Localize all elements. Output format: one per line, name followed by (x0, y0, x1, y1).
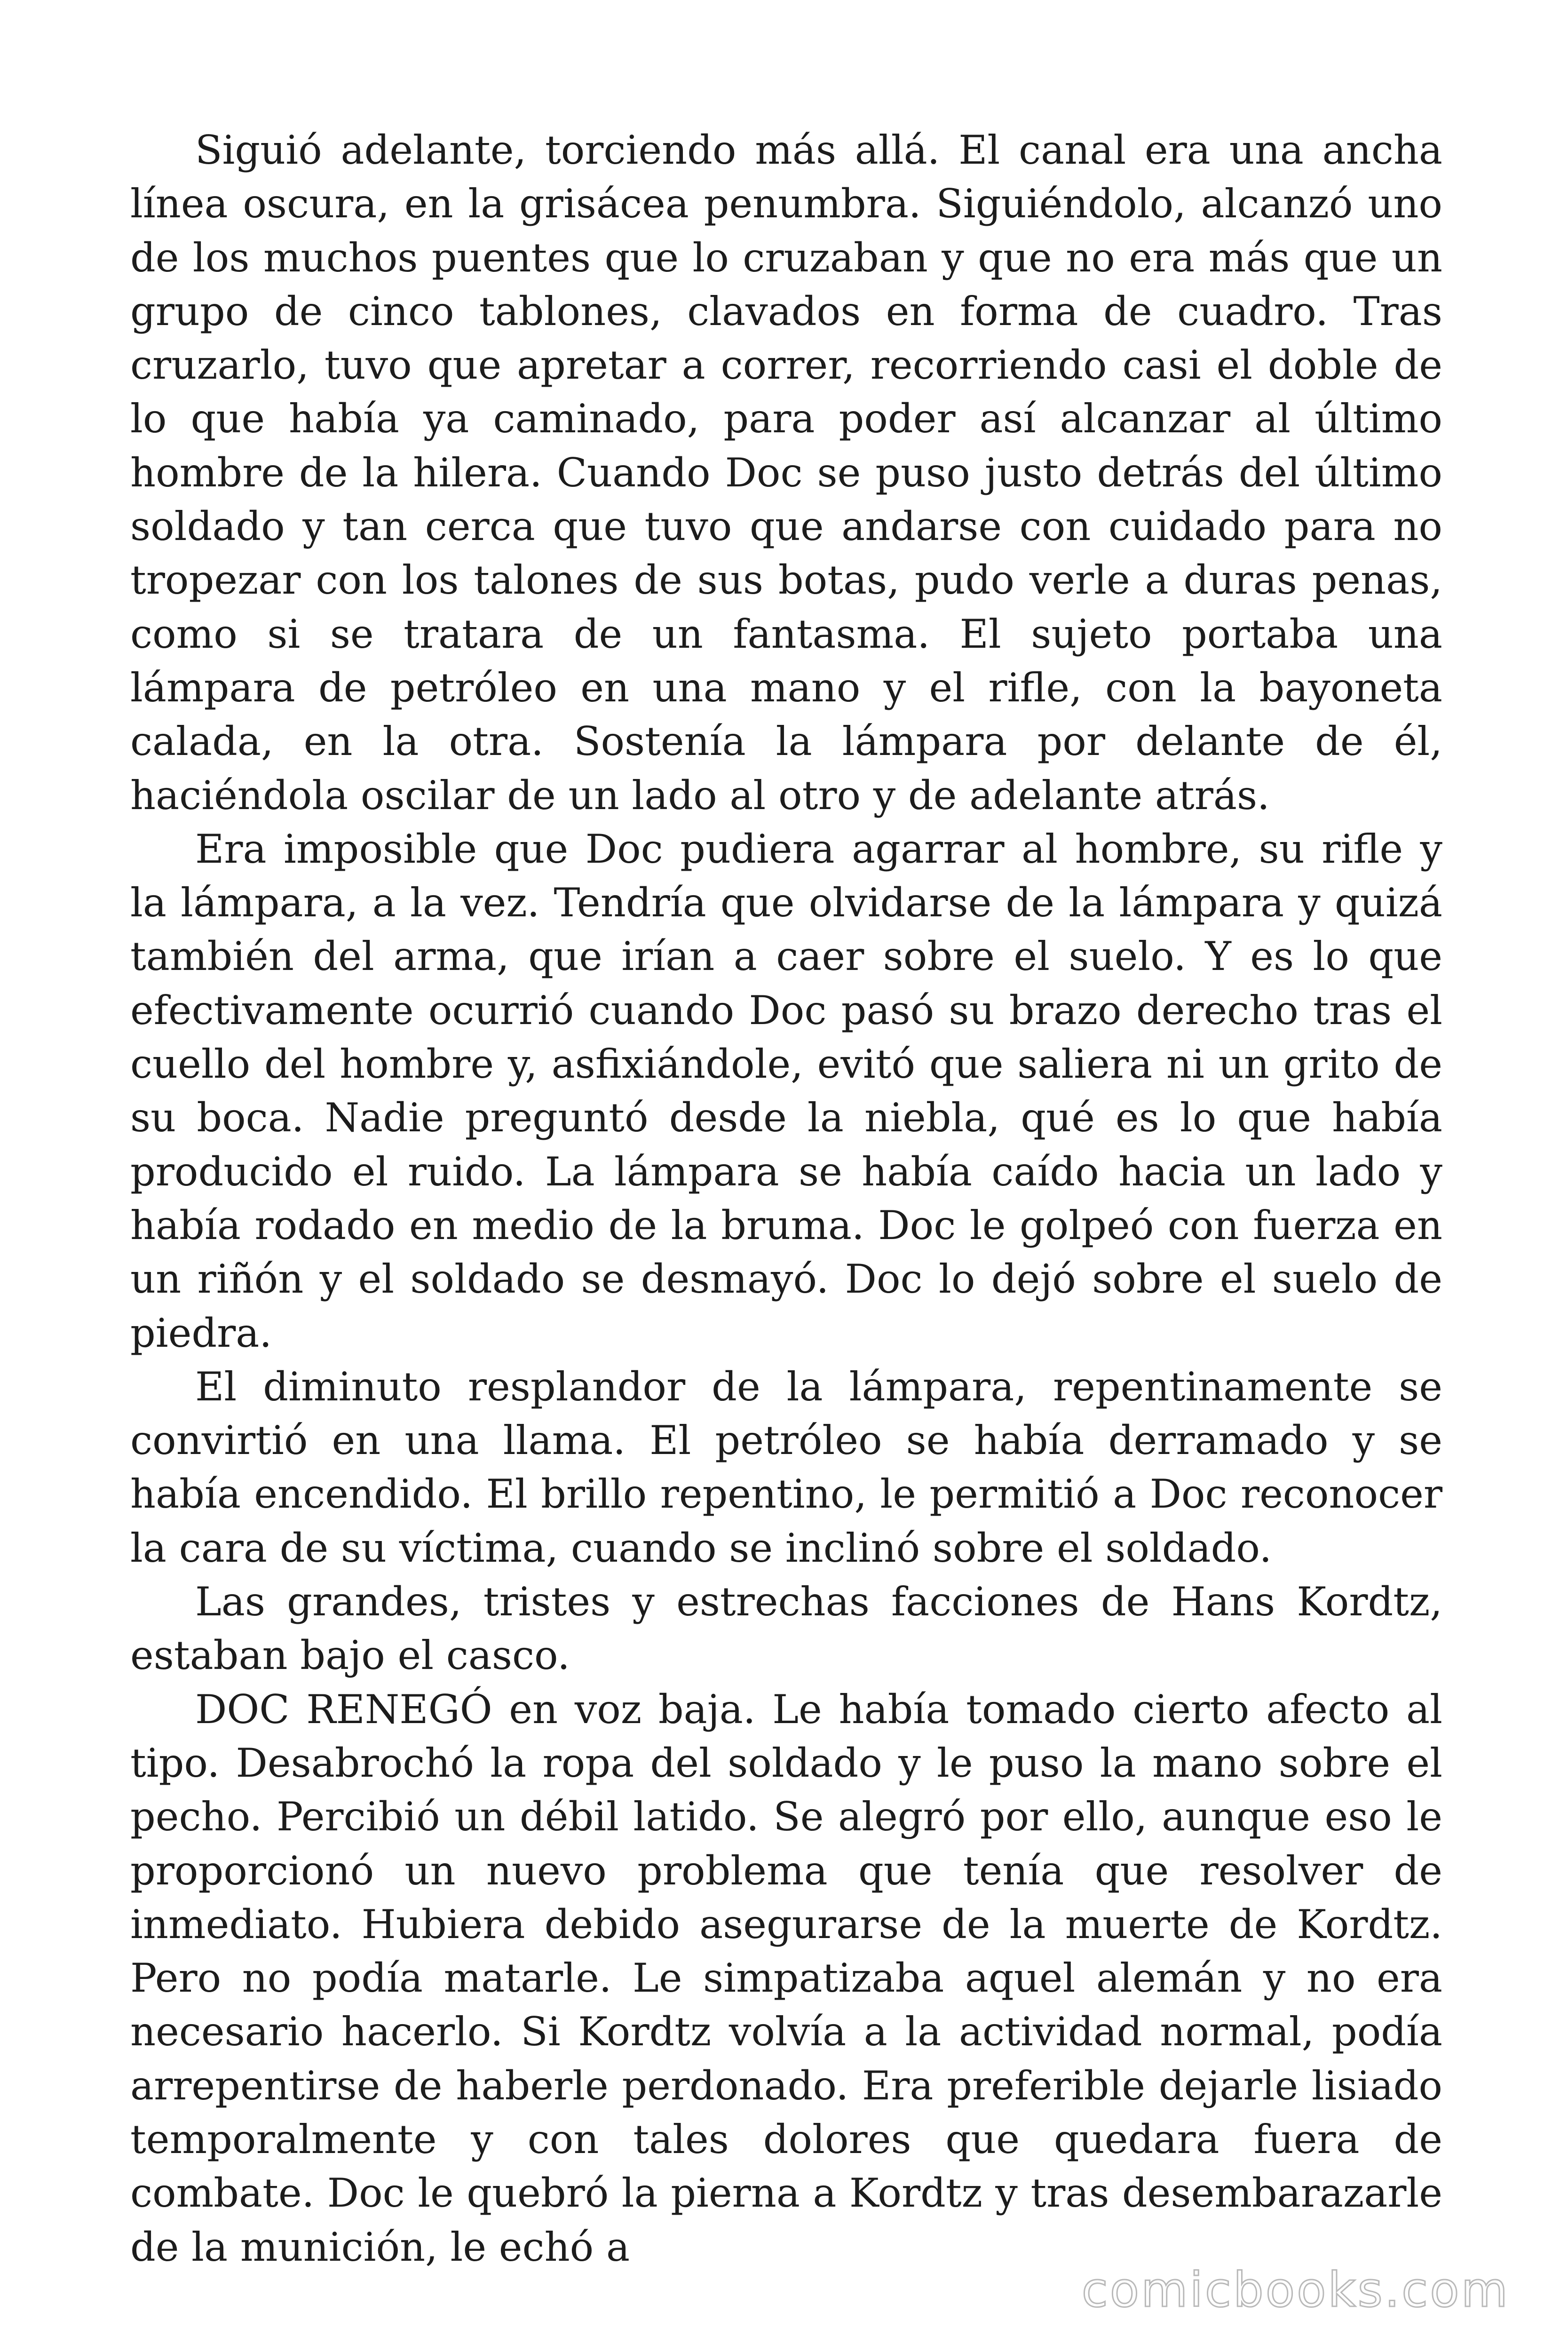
watermark-text: comicbooks.com (1081, 2262, 1510, 2318)
paragraph-4: Las grandes, tristes y estrechas facciones de Hans Kordtz, estaban bajo el casco. (130, 1579, 1442, 1679)
paragraph-5: DOC RENEGÓ en voz baja. Le había tomado cierto afecto al tipo. Desabrochó la ropa del soldado y le puso la mano sobre el pecho. Percibió un débil latido. Se alegró por ello, aunque eso le proporcionó un nuevo problema que tenía que resolver de inmediato. Hubiera debido asegurarse de la muerte de Kordtz. Pero no podía matarle. Le simpatizaba aquel alemán y no era necesario hacerlo. Si Kordtz volvía a la actividad normal, podía arrepentirse de haberle perdonado. Era preferible dejarle lisiado temporalmente y con tales dolores que quedara fuera de combate. Doc le quebró la pierna a Kordtz y tras desembarazarle de la munición, le echó a (130, 1686, 1442, 2270)
page-body-text (130, 123, 1442, 2274)
paragraph-3: El diminuto resplandor de la lámpara, repentinamente se convirtió en una llama. El petróleo se había derramado y se había encendido. El brillo repentino, le permitió a Doc reconocer la cara de su víctima, cuando se inclinó sobre el soldado. (130, 1363, 1442, 1571)
paragraph-1: Siguió adelante, torciendo más allá. El canal era una ancha línea oscura, en la grisácea penumbra. Siguiéndolo, alcanzó uno de los muchos puentes que lo cruzaban y que no era más que un grupo de cinco tablones, clavados en forma de cuadro. Tras cruzarlo, tuvo que apretar a correr, recorriendo casi el doble de lo que había ya caminado, para poder así alcanzar al último hombre de la hilera. Cuando Doc se puso justo detrás del último soldado y tan cerca que tuvo que andarse con cuidado para no tropezar con los talones de sus botas, pudo verle a duras penas, como si se tratara de un fantasma. El sujeto portaba una lámpara de petróleo en una mano y el rifle, con la bayoneta calada, en la otra. Sostenía la lámpara por delante de él, haciéndola oscilar de un lado al otro y de adelante atrás. (130, 127, 1442, 818)
paragraph-2: Era imposible que Doc pudiera agarrar al hombre, su rifle y la lámpara, a la vez. Tendría que olvidarse de la lámpara y quizá también del arma, que irían a caer sobre el suelo. Y es lo que efectivamente ocurrió cuando Doc pasó su brazo derecho tras el cuello del hombre y, asfixiándole, evitó que saliera ni un grito de su boca. Nadie preguntó desde la niebla, qué es lo que había producido el ruido. La lámpara se había caído hacia un lado y había rodado en medio de la bruma. Doc le golpeó con fuerza en un riñón y el soldado se desmayó. Doc lo dejó sobre el suelo de piedra. (130, 826, 1442, 1356)
